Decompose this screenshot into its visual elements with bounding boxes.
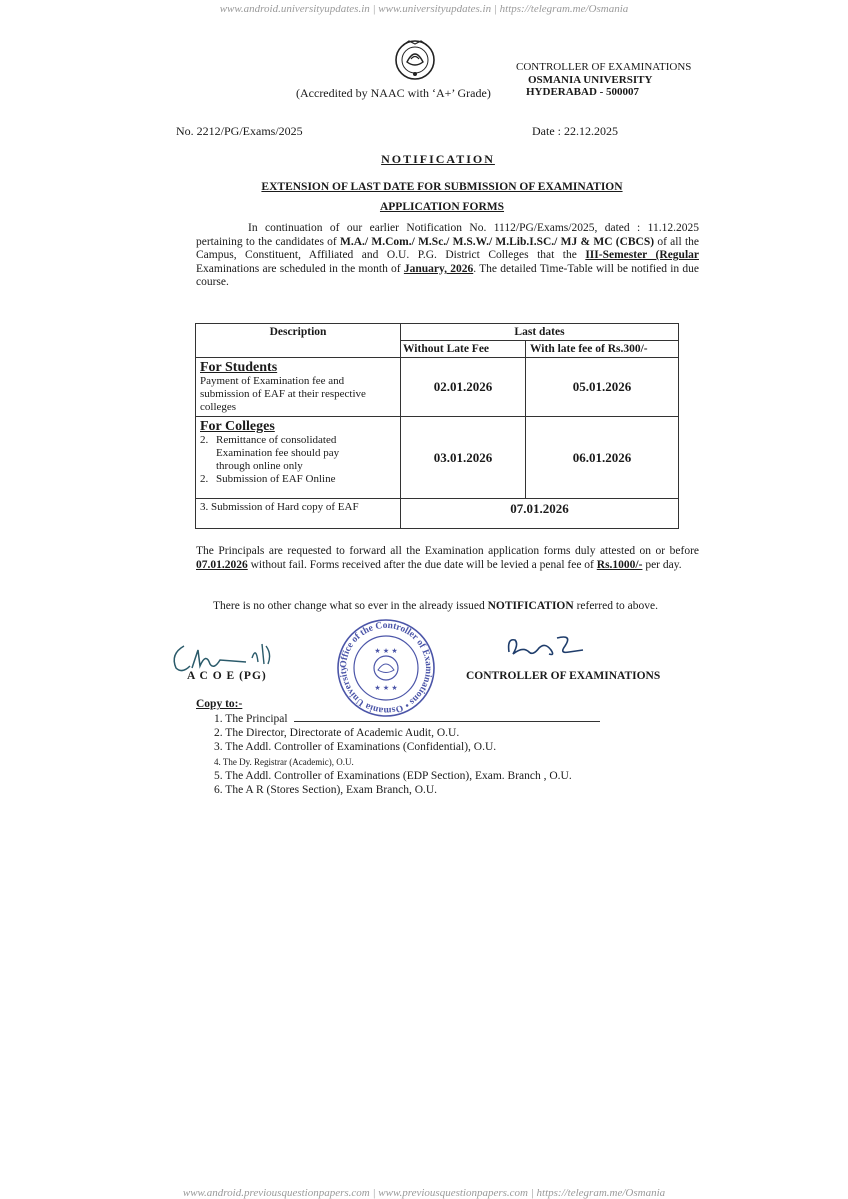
university-logo [393,38,437,82]
no-change-note [213,600,658,612]
principals-text-1: The Principals are requested to forward all the Examination application forms duly attested on or before [196,545,699,557]
intro-paragraph [196,222,699,290]
colleges-item-2 [200,473,396,486]
list-item-number: 1. [214,713,223,725]
list-item [214,783,600,797]
seal-text: Office of the Controller of Examinations • Osmania University [338,620,434,716]
watermark-top: www.android.universityupdates.in | www.universityupdates.in | https://telegram.me/Osmania [219,3,629,15]
intro-month: January, 2026 [403,262,474,275]
list-item [214,769,600,783]
office-line-2: OSMANIA UNIVERSITY [528,73,653,86]
colleges-item-1 [200,434,396,473]
principals-text-2: without fail. Forms received after the due date will be levied a penal fee of [247,558,597,571]
list-item [214,755,600,769]
subject-line-2: APPLICATION FORMS [379,201,505,213]
copy-to-list [214,712,600,797]
students-description-cell [196,358,401,417]
students-title: For Students [200,360,278,375]
office-seal [336,618,436,718]
list-item-text: The Addl. Controller of Examinations (Confidential), O.U. [225,741,497,754]
list-item-number: 4. [214,756,221,767]
principals-date: 07.01.2026 [196,558,248,571]
principals-fee: Rs.1000/- [596,558,643,571]
principal-blank-line [294,721,600,722]
header-without-late-fee: Without Late Fee [401,341,526,358]
colleges-with-fee-date: 06.01.2026 [526,417,679,499]
table-row-hardcopy [196,499,679,529]
copy-to-heading: Copy to:- [196,698,243,710]
office-line-1: CONTROLLER OF EXAMINATIONS [516,61,692,73]
colleges-item-1-text: Remittance of consolidated Examination fee should pay through online only [216,434,340,472]
intro-text-3: Examinations are scheduled in the month of [196,262,404,275]
principals-text-3: per day. [642,558,682,571]
table-row-colleges [196,417,679,499]
notification-title: NOTIFICATION [381,152,495,166]
colleges-without-fee-date: 03.01.2026 [401,417,526,499]
colleges-title: For Colleges [200,419,275,434]
intro-text-2: of all the Campus, Constituent, Affiliated and O.U. P.G. District Colleges that the [196,235,699,262]
office-address [516,61,691,99]
list-item-text: The Addl. Controller of Examinations (EDP Section), Exam. Branch , O.U. [225,769,572,782]
intro-text-4: . The detailed Time-Table will be notified in due course. [196,262,699,289]
reference-number: No. 2212/PG/Exams/2025 [176,124,303,138]
students-with-fee-date: 05.01.2026 [526,358,679,417]
intro-text-1: In continuation of our earlier Notification No. 1112/PG/Exams/2025, dated : 11.12.2025 pertaining to the candidates of [196,222,699,248]
list-item [214,740,600,754]
acoe-label: A C O E (PG) [187,670,267,682]
accreditation: (Accredited by NAAC with ‘A+’ Grade) [296,86,491,100]
intro-semester: III-Semester (Regular [585,249,699,262]
office-line-3: HYDERABAD - 500007 [526,86,640,98]
header-description: Description [196,324,401,358]
list-item-number: 5. [214,769,223,782]
table-row-students [196,358,679,417]
hardcopy-description: 3. Submission of Hard copy of EAF [196,499,401,529]
list-item [214,726,600,740]
issue-date: Date : 22.12.2025 [532,124,618,138]
no-change-text-1: There is no other change what so ever in the already issued [213,600,488,612]
colleges-item-1-number: 2. [200,434,209,446]
list-item-text: The A R (Stores Section), Exam Branch, O.U. [225,784,438,797]
principals-paragraph [196,545,699,572]
colleges-item-2-text: Submission of EAF Online [216,473,336,485]
students-description: Payment of Examination fee and submission of EAF at their respective colleges [200,375,366,413]
coe-label: CONTROLLER OF EXAMINATIONS [466,670,661,682]
no-change-text-2: referred to above. [573,600,658,612]
watermark-bottom: www.android.previousquestionpapers.com | www.previousquestionpapers.com | https://telegram.me/Osmania [182,1187,666,1199]
svg-text:★ ★ ★: ★ ★ ★ [374,647,398,655]
list-item-number: 6. [214,784,223,797]
coe-signature [503,628,587,664]
list-item-number: 3. [214,741,223,754]
last-dates-table [195,323,679,529]
header-last-dates: Last dates [401,324,679,341]
students-without-fee-date: 02.01.2026 [401,358,526,417]
colleges-description-cell [196,417,401,499]
subject-line-1: EXTENSION OF LAST DATE FOR SUBMISSION OF EXAMINATION [261,181,623,193]
list-item-number: 2. [214,727,223,740]
svg-text:★ ★ ★: ★ ★ ★ [374,684,398,692]
header-with-late-fee: With late fee of Rs.300/- [526,341,679,358]
list-item-text: The Principal [225,713,288,725]
colleges-item-2-number: 2. [200,473,209,485]
list-item-text: The Director, Directorate of Academic Audit, O.U. [225,727,460,740]
list-item-text: The Dy. Registrar (Academic), O.U. [222,756,354,767]
hardcopy-date: 07.01.2026 [401,499,679,529]
list-item [214,712,600,726]
intro-courses: M.A./ M.Com./ M.Sc./ M.S.W./ M.Lib.I.SC./ MJ & MC (CBCS) [340,235,655,248]
no-change-bold: NOTIFICATION [487,600,574,612]
